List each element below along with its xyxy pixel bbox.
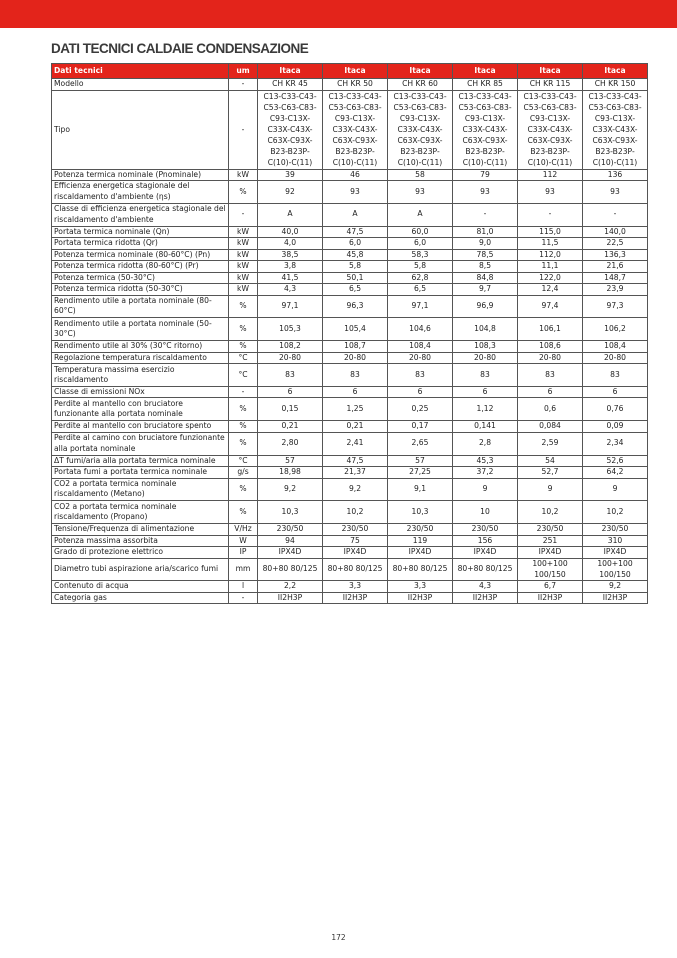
header-um: um <box>229 64 258 79</box>
row-value: 108,4 <box>388 341 453 353</box>
row-unit: kW <box>229 284 258 296</box>
row-label: Portata fumi a portata termica nominale <box>52 467 229 479</box>
header-model-brand: Itaca <box>518 64 583 79</box>
row-unit: mm <box>229 558 258 581</box>
row-value: 21,37 <box>323 467 388 479</box>
row-value: 78,5 <box>453 249 518 261</box>
row-label: Tipo <box>52 90 229 169</box>
table-row <box>52 79 648 91</box>
row-value: II2H3P <box>388 592 453 604</box>
row-label: Potenza termica (50-30°C) <box>52 272 229 284</box>
row-unit: % <box>229 341 258 353</box>
row-unit: °C <box>229 455 258 467</box>
row-value: 20-80 <box>258 352 323 364</box>
row-value: 2,2 <box>258 581 323 593</box>
row-value: 92 <box>258 181 323 204</box>
row-unit: % <box>229 181 258 204</box>
row-value: 40,0 <box>258 226 323 238</box>
row-value: 104,8 <box>453 318 518 341</box>
row-value: 108,3 <box>453 341 518 353</box>
row-value: 9,2 <box>583 581 648 593</box>
row-unit: W <box>229 535 258 547</box>
row-value: 80+80 80/125 <box>388 558 453 581</box>
row-unit: l <box>229 581 258 593</box>
row-value: 108,4 <box>583 341 648 353</box>
row-value: 156 <box>453 535 518 547</box>
table-row <box>52 535 648 547</box>
row-value: 60,0 <box>388 226 453 238</box>
row-value: 6,0 <box>388 238 453 250</box>
row-value: 58 <box>388 169 453 181</box>
row-unit: kW <box>229 169 258 181</box>
row-value: CH KR 150 <box>583 79 648 91</box>
row-value: CH KR 50 <box>323 79 388 91</box>
row-value: 93 <box>453 181 518 204</box>
row-label: Portata termica ridotta (Qr) <box>52 238 229 250</box>
table-row <box>52 318 648 341</box>
table-row <box>52 352 648 364</box>
row-value: 41,5 <box>258 272 323 284</box>
row-label: Temperatura massima esercizio riscaldamento <box>52 364 229 387</box>
row-value: 3,3 <box>388 581 453 593</box>
row-value: 0,21 <box>323 421 388 433</box>
row-value: A <box>323 203 388 226</box>
row-value: 80+80 80/125 <box>258 558 323 581</box>
row-value: 108,2 <box>258 341 323 353</box>
row-value: 108,7 <box>323 341 388 353</box>
row-value: 105,3 <box>258 318 323 341</box>
table-row <box>52 592 648 604</box>
header-model-brand: Itaca <box>583 64 648 79</box>
row-unit: g/s <box>229 467 258 479</box>
row-value: 10,3 <box>388 501 453 524</box>
row-value: 122,0 <box>518 272 583 284</box>
row-unit: kW <box>229 238 258 250</box>
row-value: IPX4D <box>323 547 388 559</box>
table-row <box>52 581 648 593</box>
row-value: 20-80 <box>518 352 583 364</box>
row-label: Rendimento utile al 30% (30°C ritorno) <box>52 341 229 353</box>
row-value: 37,2 <box>453 467 518 479</box>
row-value: CH KR 85 <box>453 79 518 91</box>
row-value: 136,3 <box>583 249 648 261</box>
table-row <box>52 226 648 238</box>
technical-data-table <box>51 63 648 604</box>
row-value: 58,3 <box>388 249 453 261</box>
row-value: 27,25 <box>388 467 453 479</box>
row-value: 6,7 <box>518 581 583 593</box>
row-value: 100+100 100/150 <box>518 558 583 581</box>
row-value: 6 <box>453 386 518 398</box>
row-value: IPX4D <box>453 547 518 559</box>
row-value: C13-C33-C43-C53-C63-C83-C93-C13X-C33X-C43X-C63X-C93X-B23-B23P-C(10)-C(11) <box>453 90 518 169</box>
row-value: 50,1 <box>323 272 388 284</box>
header-model-brand: Itaca <box>258 64 323 79</box>
row-value: 0,141 <box>453 421 518 433</box>
table-row <box>52 547 648 559</box>
table-row <box>52 341 648 353</box>
table-row <box>52 272 648 284</box>
row-value: A <box>388 203 453 226</box>
row-value: 8,5 <box>453 261 518 273</box>
row-value: 93 <box>323 181 388 204</box>
table-row <box>52 169 648 181</box>
row-value: 0,17 <box>388 421 453 433</box>
row-value: II2H3P <box>453 592 518 604</box>
row-value: 105,4 <box>323 318 388 341</box>
row-value: 136 <box>583 169 648 181</box>
row-label: Tensione/Frequenza di alimentazione <box>52 524 229 536</box>
row-value: 106,2 <box>583 318 648 341</box>
table-row <box>52 284 648 296</box>
table-header-row <box>52 64 648 79</box>
row-value: 47,5 <box>323 226 388 238</box>
row-value: 0,76 <box>583 398 648 421</box>
row-value: 45,8 <box>323 249 388 261</box>
row-value: 2,80 <box>258 432 323 455</box>
row-value: 6,5 <box>388 284 453 296</box>
row-value: 81,0 <box>453 226 518 238</box>
row-value: - <box>453 203 518 226</box>
table-row <box>52 238 648 250</box>
row-value: 5,8 <box>323 261 388 273</box>
row-value: 6 <box>323 386 388 398</box>
row-label: Potenza termica ridotta (80-60°C) (Pr) <box>52 261 229 273</box>
table-row <box>52 421 648 433</box>
table-row <box>52 295 648 318</box>
table-row <box>52 478 648 501</box>
row-value: II2H3P <box>518 592 583 604</box>
top-banner <box>0 0 677 28</box>
row-label: Perdite al mantello con bruciatore spento <box>52 421 229 433</box>
row-value: 10,2 <box>518 501 583 524</box>
row-unit: V/Hz <box>229 524 258 536</box>
row-label: CO2 a portata termica nominale riscaldamento (Propano) <box>52 501 229 524</box>
row-value: 2,59 <box>518 432 583 455</box>
row-value: 4,3 <box>258 284 323 296</box>
row-label: Diametro tubi aspirazione aria/scarico fumi <box>52 558 229 581</box>
row-value: 47,5 <box>323 455 388 467</box>
row-unit: kW <box>229 226 258 238</box>
row-value: 21,6 <box>583 261 648 273</box>
row-value: IPX4D <box>258 547 323 559</box>
row-value: - <box>583 203 648 226</box>
row-value: IPX4D <box>518 547 583 559</box>
row-value: 104,6 <box>388 318 453 341</box>
page-number: 172 <box>331 933 346 942</box>
row-value: 0,15 <box>258 398 323 421</box>
row-label: Potenza termica nominale (Pnominale) <box>52 169 229 181</box>
row-value: 97,1 <box>258 295 323 318</box>
row-value: - <box>518 203 583 226</box>
row-value: CH KR 115 <box>518 79 583 91</box>
row-value: C13-C33-C43-C53-C63-C83-C93-C13X-C33X-C43X-C63X-C93X-B23-B23P-C(10)-C(11) <box>388 90 453 169</box>
row-value: 2,65 <box>388 432 453 455</box>
row-unit: % <box>229 295 258 318</box>
row-value: 106,1 <box>518 318 583 341</box>
row-unit: kW <box>229 249 258 261</box>
row-value: 94 <box>258 535 323 547</box>
row-value: C13-C33-C43-C53-C63-C83-C93-C13X-C33X-C43X-C63X-C93X-B23-B23P-C(10)-C(11) <box>258 90 323 169</box>
table-row <box>52 558 648 581</box>
row-value: 9,1 <box>388 478 453 501</box>
table-row <box>52 524 648 536</box>
row-label: Classe di efficienza energetica stagionale del riscaldamento d'ambiente <box>52 203 229 226</box>
row-value: 2,34 <box>583 432 648 455</box>
row-value: 10,2 <box>583 501 648 524</box>
row-value: 10,2 <box>323 501 388 524</box>
row-value: CH KR 45 <box>258 79 323 91</box>
row-unit: °C <box>229 364 258 387</box>
row-value: 11,1 <box>518 261 583 273</box>
row-value: 83 <box>518 364 583 387</box>
row-value: 6 <box>388 386 453 398</box>
table-row <box>52 249 648 261</box>
row-value: II2H3P <box>583 592 648 604</box>
row-value: 84,8 <box>453 272 518 284</box>
row-value: 230/50 <box>453 524 518 536</box>
row-unit: % <box>229 398 258 421</box>
row-value: 9,0 <box>453 238 518 250</box>
row-unit: kW <box>229 261 258 273</box>
row-value: 6 <box>258 386 323 398</box>
row-value: 20-80 <box>453 352 518 364</box>
row-value: 80+80 80/125 <box>453 558 518 581</box>
row-value: 38,5 <box>258 249 323 261</box>
row-label: Potenza termica ridotta (50-30°C) <box>52 284 229 296</box>
row-value: 83 <box>258 364 323 387</box>
row-value: 57 <box>258 455 323 467</box>
row-value: CH KR 60 <box>388 79 453 91</box>
row-value: 1,25 <box>323 398 388 421</box>
table-row <box>52 386 648 398</box>
row-value: 108,6 <box>518 341 583 353</box>
row-unit: % <box>229 318 258 341</box>
row-value: 96,9 <box>453 295 518 318</box>
row-label: CO2 a portata termica nominale riscaldamento (Metano) <box>52 478 229 501</box>
row-value: 310 <box>583 535 648 547</box>
table-row <box>52 432 648 455</box>
row-value: 230/50 <box>258 524 323 536</box>
row-value: 9 <box>518 478 583 501</box>
row-value: 9 <box>453 478 518 501</box>
row-value: 93 <box>518 181 583 204</box>
row-value: 9 <box>583 478 648 501</box>
row-value: 46 <box>323 169 388 181</box>
row-label: Rendimento utile a portata nominale (80-60°C) <box>52 295 229 318</box>
row-value: 96,3 <box>323 295 388 318</box>
row-value: 6 <box>518 386 583 398</box>
row-value: II2H3P <box>258 592 323 604</box>
header-label: Dati tecnici <box>52 64 229 79</box>
row-unit: % <box>229 421 258 433</box>
row-label: Modello <box>52 79 229 91</box>
row-value: 97,3 <box>583 295 648 318</box>
row-label: Contenuto di acqua <box>52 581 229 593</box>
row-value: 1,12 <box>453 398 518 421</box>
row-unit: - <box>229 592 258 604</box>
header-model-brand: Itaca <box>453 64 518 79</box>
row-value: 52,6 <box>583 455 648 467</box>
row-value: C13-C33-C43-C53-C63-C83-C93-C13X-C33X-C43X-C63X-C93X-B23-B23P-C(10)-C(11) <box>518 90 583 169</box>
row-value: 11,5 <box>518 238 583 250</box>
row-value: 3,3 <box>323 581 388 593</box>
row-value: 230/50 <box>388 524 453 536</box>
row-value: 0,084 <box>518 421 583 433</box>
row-value: IPX4D <box>388 547 453 559</box>
row-label: Rendimento utile a portata nominale (50-30°C) <box>52 318 229 341</box>
row-value: 93 <box>388 181 453 204</box>
row-value: 112 <box>518 169 583 181</box>
row-value: 79 <box>453 169 518 181</box>
row-value: 23,9 <box>583 284 648 296</box>
header-model-brand: Itaca <box>388 64 453 79</box>
table-row <box>52 90 648 169</box>
row-value: 5,8 <box>388 261 453 273</box>
row-value: 3,8 <box>258 261 323 273</box>
row-value: 83 <box>388 364 453 387</box>
row-value: 39 <box>258 169 323 181</box>
row-unit: % <box>229 501 258 524</box>
row-value: 0,6 <box>518 398 583 421</box>
row-label: Classe di emissioni NOx <box>52 386 229 398</box>
row-value: 75 <box>323 535 388 547</box>
row-value: 62,8 <box>388 272 453 284</box>
table-row <box>52 455 648 467</box>
row-value: 80+80 80/125 <box>323 558 388 581</box>
row-value: C13-C33-C43-C53-C63-C83-C93-C13X-C33X-C43X-C63X-C93X-B23-B23P-C(10)-C(11) <box>583 90 648 169</box>
row-value: 251 <box>518 535 583 547</box>
row-value: 230/50 <box>323 524 388 536</box>
row-value: 6 <box>583 386 648 398</box>
row-value: 2,8 <box>453 432 518 455</box>
row-value: 83 <box>453 364 518 387</box>
row-value: 9,7 <box>453 284 518 296</box>
row-label: Regolazione temperatura riscaldamento <box>52 352 229 364</box>
table-row <box>52 501 648 524</box>
row-value: 148,7 <box>583 272 648 284</box>
table-row <box>52 467 648 479</box>
row-unit: IP <box>229 547 258 559</box>
row-value: 230/50 <box>518 524 583 536</box>
row-value: 2,41 <box>323 432 388 455</box>
row-value: 54 <box>518 455 583 467</box>
row-value: 6,5 <box>323 284 388 296</box>
row-label: ΔT fumi/aria alla portata termica nominale <box>52 455 229 467</box>
row-value: 97,4 <box>518 295 583 318</box>
row-label: Perdite al camino con bruciatore funzionante alla portata nominale <box>52 432 229 455</box>
row-value: 93 <box>583 181 648 204</box>
row-value: 97,1 <box>388 295 453 318</box>
row-unit: kW <box>229 272 258 284</box>
row-unit: - <box>229 90 258 169</box>
row-value: 9,2 <box>323 478 388 501</box>
row-unit: °C <box>229 352 258 364</box>
row-unit: % <box>229 478 258 501</box>
row-value: 57 <box>388 455 453 467</box>
row-label: Categoria gas <box>52 592 229 604</box>
row-value: 20-80 <box>323 352 388 364</box>
row-value: 0,25 <box>388 398 453 421</box>
row-value: 10 <box>453 501 518 524</box>
row-value: II2H3P <box>323 592 388 604</box>
row-label: Potenza massima assorbita <box>52 535 229 547</box>
table-row <box>52 364 648 387</box>
row-label: Potenza termica nominale (80-60°C) (Pn) <box>52 249 229 261</box>
row-value: 0,09 <box>583 421 648 433</box>
row-value: IPX4D <box>583 547 648 559</box>
row-value: 83 <box>583 364 648 387</box>
row-value: 22,5 <box>583 238 648 250</box>
table-row <box>52 203 648 226</box>
row-value: 112,0 <box>518 249 583 261</box>
row-value: 10,3 <box>258 501 323 524</box>
row-value: 52,7 <box>518 467 583 479</box>
row-value: 140,0 <box>583 226 648 238</box>
row-label: Portata termica nominale (Qn) <box>52 226 229 238</box>
row-value: 18,98 <box>258 467 323 479</box>
row-unit: - <box>229 79 258 91</box>
page-title: DATI TECNICI CALDAIE CONDENSAZIONE <box>51 41 309 56</box>
row-unit: % <box>229 432 258 455</box>
row-unit: - <box>229 386 258 398</box>
row-label: Grado di protezione elettrico <box>52 547 229 559</box>
row-value: 4,0 <box>258 238 323 250</box>
row-value: A <box>258 203 323 226</box>
row-label: Efficienza energetica stagionale del riscaldamento d'ambiente (ηs) <box>52 181 229 204</box>
row-unit: - <box>229 203 258 226</box>
row-value: 83 <box>323 364 388 387</box>
row-value: 45,3 <box>453 455 518 467</box>
table-row <box>52 181 648 204</box>
header-model-brand: Itaca <box>323 64 388 79</box>
row-value: C13-C33-C43-C53-C63-C83-C93-C13X-C33X-C43X-C63X-C93X-B23-B23P-C(10)-C(11) <box>323 90 388 169</box>
row-value: 20-80 <box>583 352 648 364</box>
row-value: 20-80 <box>388 352 453 364</box>
table-row <box>52 398 648 421</box>
row-value: 12,4 <box>518 284 583 296</box>
row-value: 0,21 <box>258 421 323 433</box>
row-value: 6,0 <box>323 238 388 250</box>
row-value: 115,0 <box>518 226 583 238</box>
row-label: Perdite al mantello con bruciatore funzionante alla portata nominale <box>52 398 229 421</box>
table-row <box>52 261 648 273</box>
row-value: 119 <box>388 535 453 547</box>
row-value: 4,3 <box>453 581 518 593</box>
row-value: 230/50 <box>583 524 648 536</box>
row-value: 100+100 100/150 <box>583 558 648 581</box>
row-value: 64,2 <box>583 467 648 479</box>
row-value: 9,2 <box>258 478 323 501</box>
